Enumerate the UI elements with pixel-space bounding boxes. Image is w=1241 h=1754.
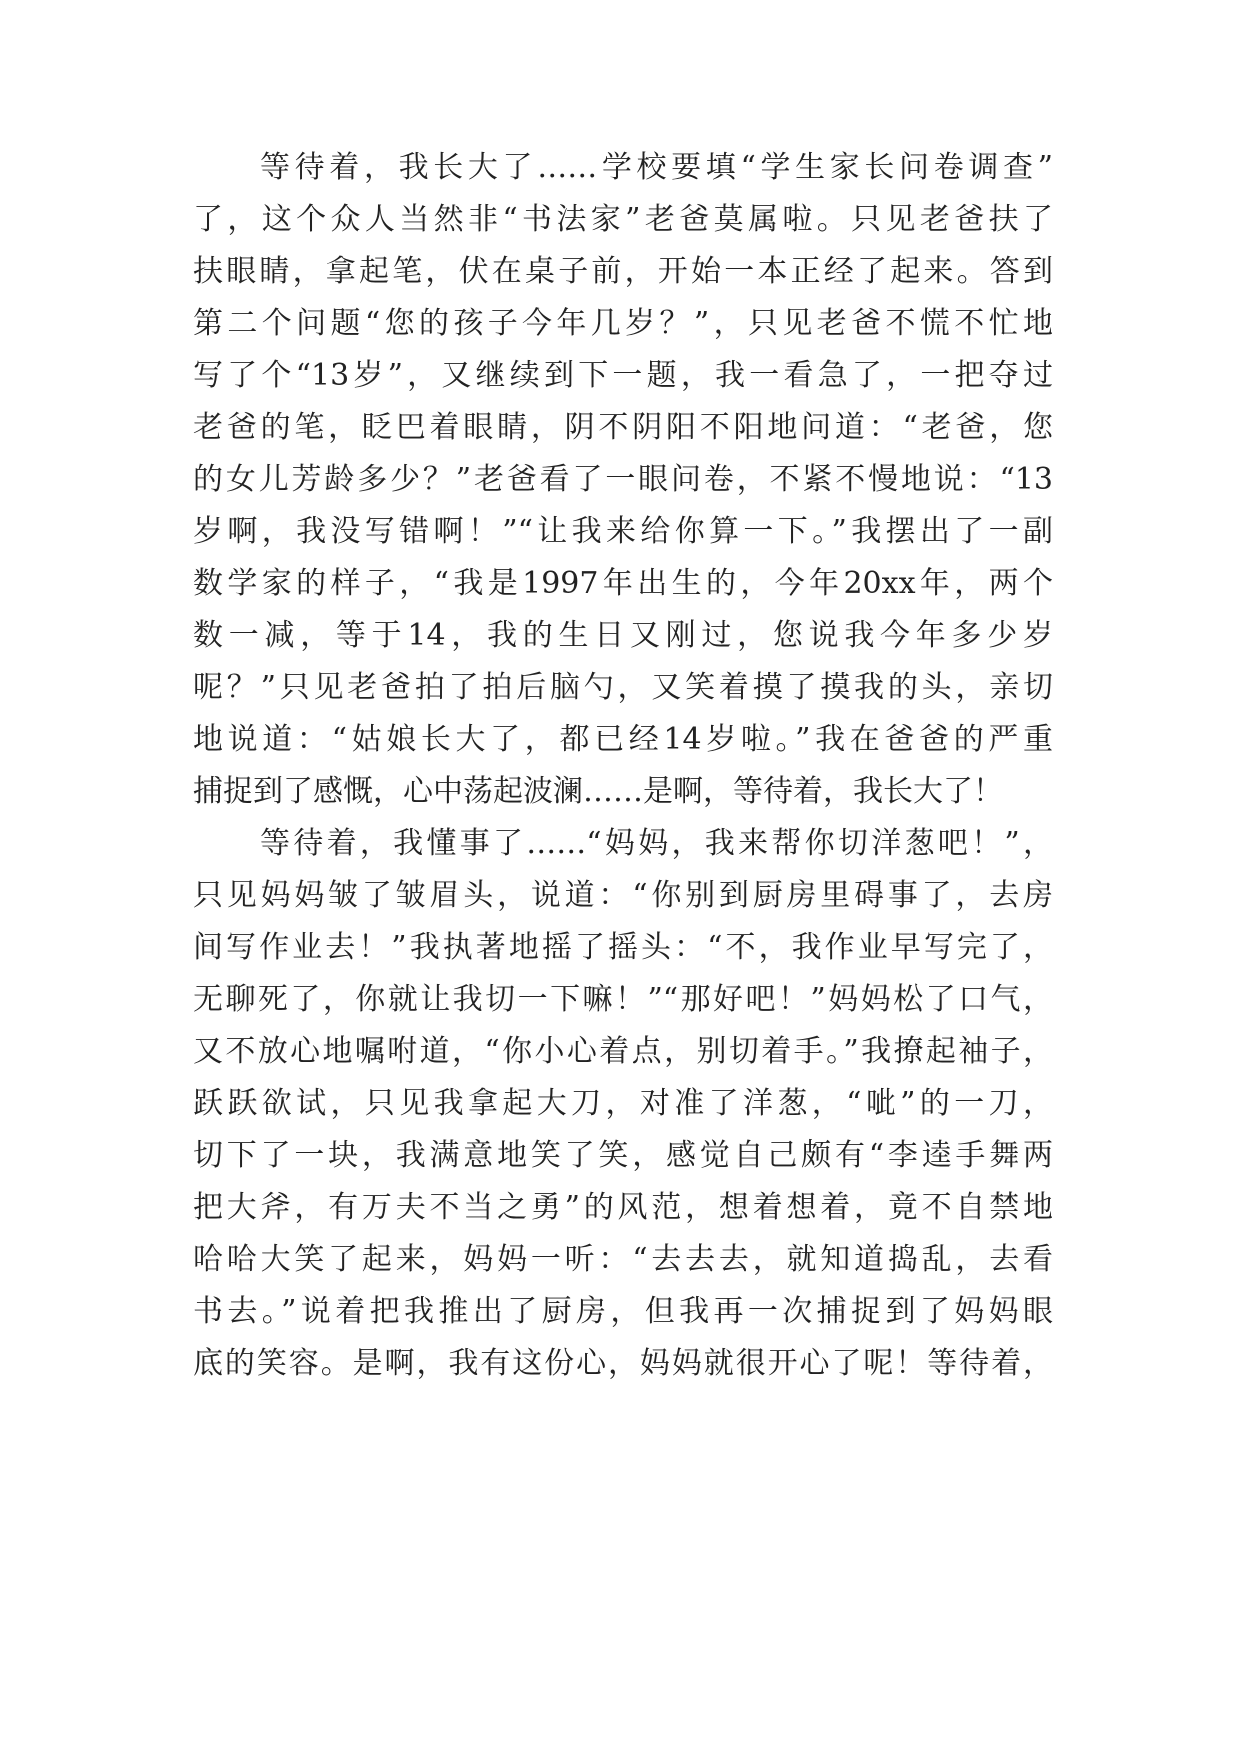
paragraph-line: 跃跃欲试，只见我拿起大刀，对准了洋葱，“呲”的一刀， bbox=[193, 1086, 1053, 1121]
paragraph-line: 捕捉到了感慨，心中荡起波澜……是啊，等待着，我长大了！ bbox=[193, 774, 1003, 809]
paragraph-line: 的女儿芳龄多少？”老爸看了一眼问卷，不紧不慢地说：“13 bbox=[193, 462, 1053, 497]
paragraph-line: 只见妈妈皱了皱眉头，说道：“你别到厨房里碍事了，去房 bbox=[193, 878, 1053, 913]
paragraph-line: 切下了一块，我满意地笑了笑，感觉自己颇有“李逵手舞两 bbox=[193, 1138, 1053, 1173]
paragraph-line: 等待着，我懂事了……“妈妈，我来帮你切洋葱吧！”， bbox=[260, 826, 1053, 861]
paragraph-line: 写了个“13岁”，又继续到下一题，我一看急了，一把夺过 bbox=[193, 358, 1053, 393]
paragraph-line: 地说道：“姑娘长大了，都已经14岁啦。”我在爸爸的严重 bbox=[193, 722, 1053, 757]
paragraph-line: 岁啊，我没写错啊！”“让我来给你算一下。”我摆出了一副 bbox=[193, 514, 1053, 549]
paragraph-line: 了，这个众人当然非“书法家”老爸莫属啦。只见老爸扶了 bbox=[193, 202, 1053, 237]
paragraph-line: 无聊死了，你就让我切一下嘛！”“那好吧！”妈妈松了口气， bbox=[193, 982, 1053, 1017]
paragraph-line: 数学家的样子，“我是1997年出生的，今年20xx年，两个 bbox=[193, 566, 1053, 601]
paragraph-line: 哈哈大笑了起来，妈妈一听：“去去去，就知道捣乱，去看 bbox=[193, 1242, 1053, 1277]
paragraph-line: 老爸的笔，眨巴着眼睛，阴不阴阳不阳地问道：“老爸，您 bbox=[193, 410, 1053, 445]
paragraph-line: 底的笑容。是啊，我有这份心，妈妈就很开心了呢！等待着， bbox=[193, 1346, 1053, 1381]
paragraph-line: 第二个问题“您的孩子今年几岁？”，只见老爸不慌不忙地 bbox=[193, 306, 1053, 341]
paragraph-line: 呢？”只见老爸拍了拍后脑勺，又笑着摸了摸我的头，亲切 bbox=[193, 670, 1053, 705]
paragraph-line: 扶眼睛，拿起笔，伏在桌子前，开始一本正经了起来。答到 bbox=[193, 254, 1053, 289]
paragraph-line: 等待着，我长大了……学校要填“学生家长问卷调查” bbox=[260, 150, 1053, 185]
paragraph-line: 数一减，等于14，我的生日又刚过，您说我今年多少岁 bbox=[193, 618, 1053, 653]
paragraph-line: 书去。”说着把我推出了厨房，但我再一次捕捉到了妈妈眼 bbox=[193, 1294, 1053, 1329]
paragraph-line: 又不放心地嘱咐道，“你小心着点，别切着手。”我撩起袖子， bbox=[193, 1034, 1053, 1069]
paragraph-line: 间写作业去！”我执著地摇了摇头：“不，我作业早写完了， bbox=[193, 930, 1053, 965]
paragraph-line: 把大斧，有万夫不当之勇”的风范，想着想着，竟不自禁地 bbox=[193, 1190, 1053, 1225]
